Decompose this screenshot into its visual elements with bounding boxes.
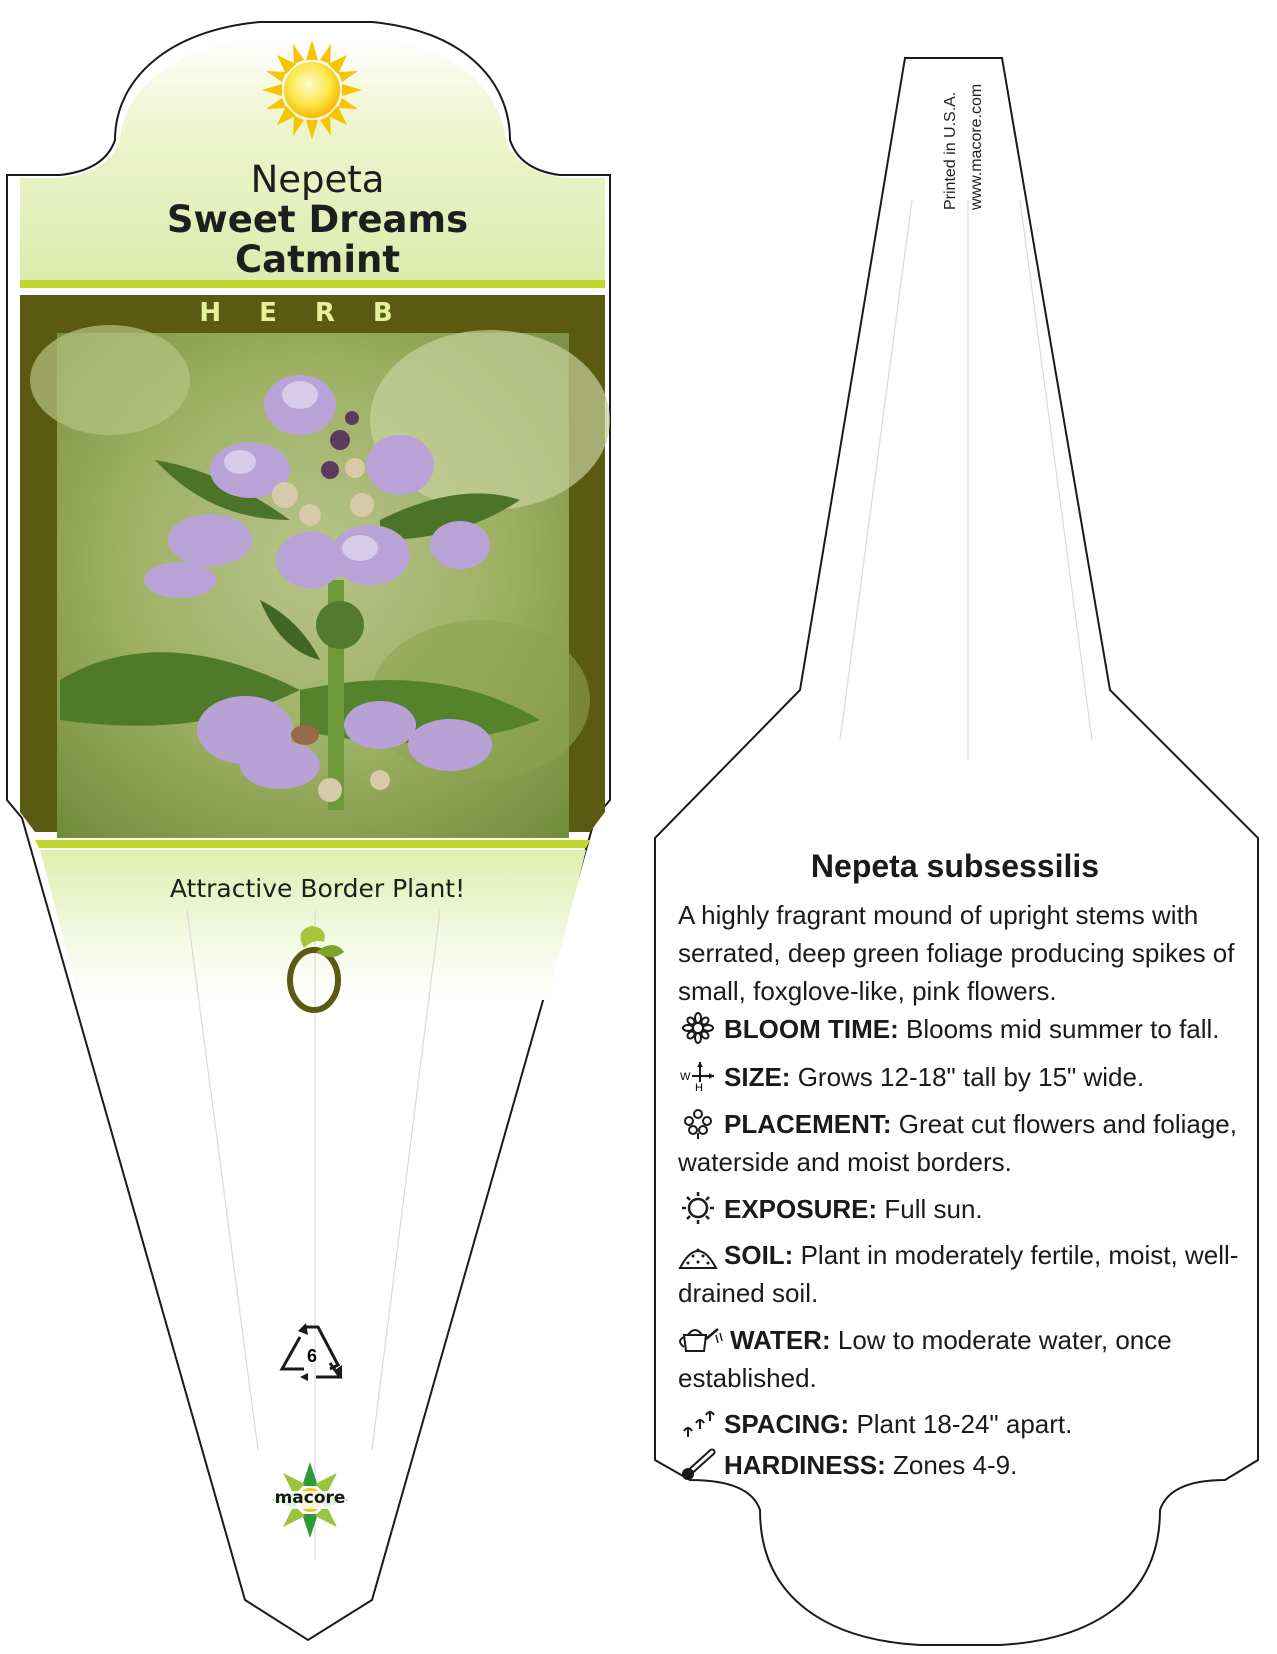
flower-icon [678,1012,718,1044]
size-wh-icon [678,1060,718,1092]
sun-icon [262,40,362,140]
description: A highly fragrant mound of upright stems with serrated, deep green foliage producing spikes of small, foxglove-like, pink flowers. [678,900,1235,1006]
print-note: Printed in U.S.A. [942,91,959,210]
attribute-size: W H SIZE: Grows 12-18" tall by 15" wide. [680,1062,1145,1092]
watering-can-icon [678,1323,724,1355]
attribute-bloom-time: BLOOM TIME: Blooms mid summer to fall. [678,1010,1256,1048]
attribute-spacing: SPACING: Plant 18-24" apart. [678,1405,1256,1443]
recycle-number: 6 [306,1346,317,1366]
attribute-exposure: EXPOSURE: Full sun. [678,1190,1256,1228]
soil-pile-icon [678,1238,718,1270]
seedlings-icon [678,1407,718,1439]
attribute-hardiness: HARDINESS: Zones 4-9. [678,1446,1256,1484]
latin-name: Nepeta subsessilis [810,848,1100,884]
attribute-placement: PLACEMENT: Great cut flowers and foliage, waterside and moist borders. [678,1109,1237,1177]
common-name: Catmint [234,238,401,281]
svg-text:H: H [695,1082,703,1092]
attribute-soil: SOIL: Plant in moderately fertile, moist, well-drained soil. [678,1240,1239,1308]
category-label: HERB [199,298,431,328]
thermometer-icon [678,1448,718,1480]
plant-photo [30,325,610,838]
svg-text:W: W [680,1071,691,1083]
common-name-genus: Nepeta [250,158,385,201]
brand-name: macore [274,1488,346,1508]
attribute-water: WATER: Low to moderate water, once established. [678,1325,1172,1393]
website: www.macore.com [968,83,985,210]
placement-flowers-icon [678,1107,718,1139]
cultivar-name: Sweet Dreams [166,198,469,241]
sun-outline-icon [678,1192,718,1224]
tagline: Attractive Border Plant! [169,874,466,903]
